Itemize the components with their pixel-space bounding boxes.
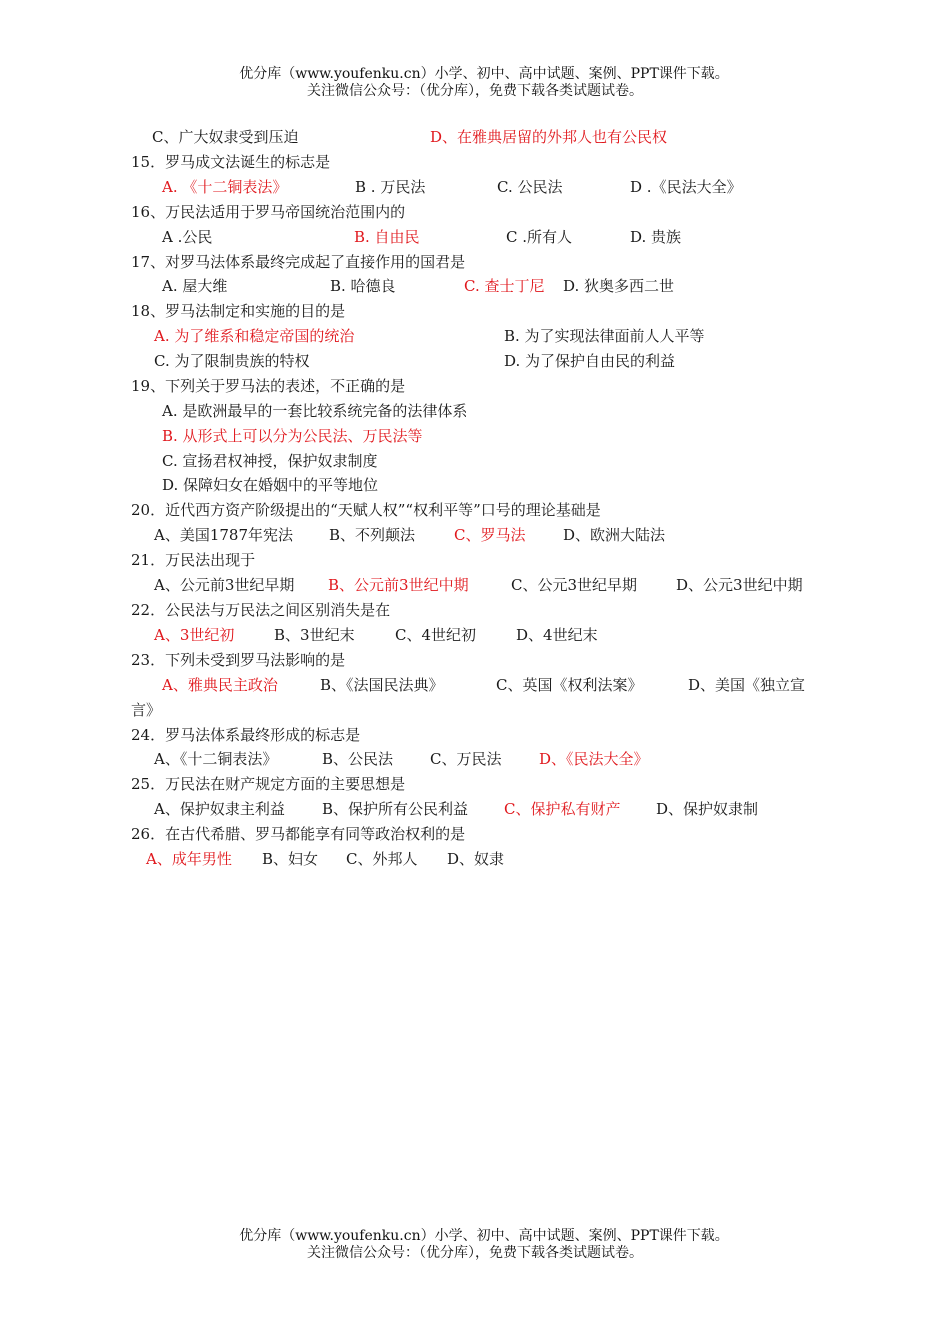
question-18-stem: 18、罗马法制定和实施的目的是	[131, 302, 346, 320]
page-header	[0, 66, 950, 100]
question-16-stem: 16、万民法适用于罗马帝国统治范围内的	[131, 203, 406, 221]
question-24-options	[154, 749, 854, 769]
question-21-options	[154, 575, 854, 595]
q24-option-d: D、《民法大全》	[539, 750, 649, 768]
q21-option-b: B、公元前3世纪中期	[328, 576, 469, 594]
q17-option-b: B. 哈德良	[330, 277, 396, 295]
q14-option-d: D、在雅典居留的外邦人也有公民权	[430, 128, 668, 146]
q15-option-a: A. 《十二铜表法》	[162, 178, 288, 196]
q20-option-d: D、欧洲大陆法	[563, 526, 666, 544]
question-15-options	[162, 177, 862, 197]
q23-option-d: D、美国《独立宣	[688, 676, 806, 694]
q21-option-d: D、公元3世纪中期	[676, 576, 803, 594]
question-26-options	[146, 849, 846, 869]
q16-option-d: D. 贵族	[630, 228, 682, 246]
question-24-stem: 24．罗马法体系最终形成的标志是	[131, 726, 361, 744]
header-line-1: 优分库（www.youfenku.cn）小学、初中、高中试题、案例、PPT课件下载。	[239, 66, 729, 82]
q19-option-c: C. 宣扬君权神授，保护奴隶制度	[162, 452, 378, 470]
q23-option-b: B、《法国民法典》	[320, 676, 444, 694]
q25-option-a: A、保护奴隶主利益	[154, 800, 285, 818]
question-18-options-row1	[154, 326, 854, 346]
question-18-options-row2	[154, 351, 854, 371]
q24-option-a: A、《十二铜表法》	[154, 750, 278, 768]
q22-option-a: A、3世纪初	[154, 626, 235, 644]
q20-option-c: C、罗马法	[454, 526, 526, 544]
q21-option-a: A、公元前3世纪早期	[154, 576, 295, 594]
question-26-stem: 26．在古代希腊、罗马都能享有同等政治权利的是	[131, 825, 466, 843]
q18-option-b: B. 为了实现法律面前人人平等	[504, 327, 705, 345]
question-21-stem: 21．万民法出现于	[131, 551, 256, 569]
q24-option-c: C、万民法	[430, 750, 502, 768]
q17-option-a: A. 屋大维	[162, 277, 228, 295]
footer-line-1: 优分库（www.youfenku.cn）小学、初中、高中试题、案例、PPT课件下载。	[239, 1228, 729, 1244]
q23-option-c: C、英国《权利法案》	[496, 676, 643, 694]
question-20-options	[154, 525, 854, 545]
q20-option-a: A、美国1787年宪法	[154, 526, 294, 544]
q19-option-d: D. 保障妇女在婚姻中的平等地位	[162, 476, 379, 494]
header-line-2: 关注微信公众号：（优分库），免费下载各类试题试卷。	[307, 83, 643, 99]
question-23-stem: 23．下列未受到罗马法影响的是	[131, 651, 346, 669]
page-footer	[0, 1228, 950, 1262]
q25-option-c: C、保护私有财产	[504, 800, 621, 818]
question-25-stem: 25．万民法在财产规定方面的主要思想是	[131, 775, 406, 793]
q23-option-d-continued: 言》	[131, 701, 162, 719]
q22-option-b: B、3世纪末	[274, 626, 355, 644]
question-14-options	[152, 127, 852, 147]
q26-option-c: C、外邦人	[346, 850, 418, 868]
question-22-options	[154, 625, 854, 645]
q16-option-b: B. 自由民	[354, 228, 420, 246]
q24-option-b: B、公民法	[322, 750, 394, 768]
q15-option-b: B . 万民法	[355, 178, 426, 196]
q18-option-d: D. 为了保护自由民的利益	[504, 352, 676, 370]
q17-option-d: D. 狄奥多西二世	[563, 277, 675, 295]
question-16-options	[162, 227, 862, 247]
question-19-stem: 19、下列关于罗马法的表述，不正确的是	[131, 377, 406, 395]
q14-option-c: C、广大奴隶受到压迫	[152, 128, 299, 146]
q25-option-d: D、保护奴隶制	[656, 800, 759, 818]
q22-option-c: C、4世纪初	[395, 626, 477, 644]
q19-option-b: B. 从形式上可以分为公民法、万民法等	[162, 427, 423, 445]
question-17-stem: 17、对罗马法体系最终完成起了直接作用的国君是	[131, 253, 466, 271]
q15-option-d: D .《民法大全》	[630, 178, 742, 196]
q26-option-a: A、成年男性	[146, 850, 232, 868]
q18-option-a: A. 为了维系和稳定帝国的统治	[154, 327, 355, 345]
q16-option-a: A .公民	[162, 228, 213, 246]
question-23-options	[162, 675, 842, 695]
q25-option-b: B、保护所有公民利益	[322, 800, 469, 818]
q17-option-c: C. 查士丁尼	[464, 277, 545, 295]
q21-option-c: C、公元3世纪早期	[511, 576, 638, 594]
q19-option-a: A. 是欧洲最早的一套比较系统完备的法律体系	[162, 402, 468, 420]
q22-option-d: D、4世纪末	[516, 626, 598, 644]
q15-option-c: C. 公民法	[497, 178, 563, 196]
q16-option-c: C .所有人	[506, 228, 573, 246]
footer-line-2: 关注微信公众号：（优分库），免费下载各类试题试卷。	[307, 1245, 643, 1261]
question-20-stem: 20．近代西方资产阶级提出的“天赋人权”“权利平等”口号的理论基础是	[131, 501, 601, 519]
question-15-stem: 15．罗马成文法诞生的标志是	[131, 153, 331, 171]
q26-option-b: B、妇女	[262, 850, 319, 868]
q18-option-c: C. 为了限制贵族的特权	[154, 352, 310, 370]
q20-option-b: B、不列颠法	[329, 526, 416, 544]
question-22-stem: 22．公民法与万民法之间区别消失是在	[131, 601, 391, 619]
q23-option-a: A、雅典民主政治	[162, 676, 278, 694]
q26-option-d: D、奴隶	[447, 850, 505, 868]
question-25-options	[154, 799, 854, 819]
question-17-options	[162, 276, 862, 296]
